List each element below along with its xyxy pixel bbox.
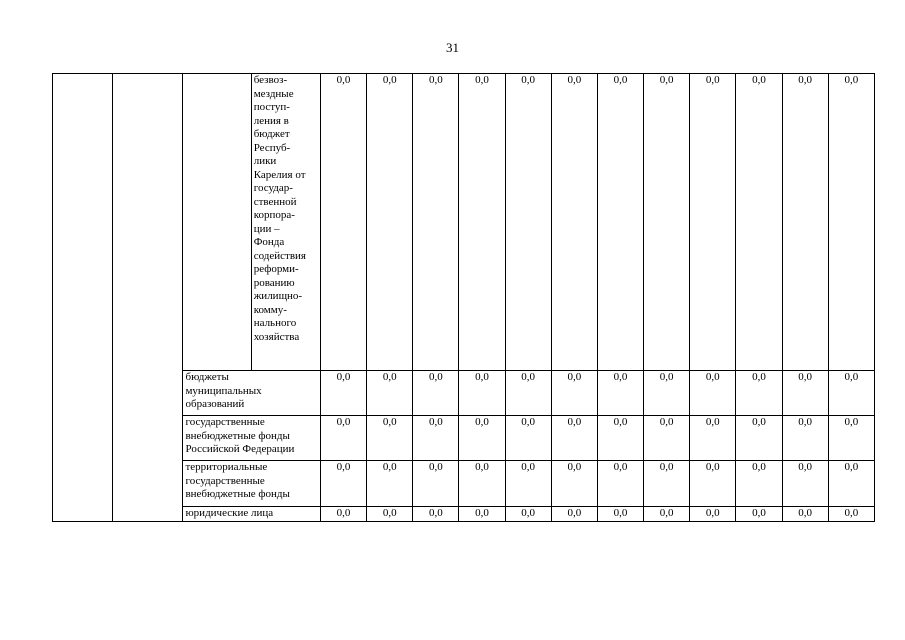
value-cell: 0,0	[551, 507, 597, 522]
value-cell: 0,0	[736, 507, 782, 522]
row-label: территориальные государственные внебюджетные фонды	[183, 461, 320, 507]
value-cell: 0,0	[413, 74, 459, 371]
blank-cell	[113, 74, 183, 522]
value-cell: 0,0	[644, 416, 690, 461]
value-cell: 0,0	[367, 416, 413, 461]
value-cell: 0,0	[459, 507, 505, 522]
value-cell: 0,0	[320, 507, 366, 522]
table-row	[53, 74, 875, 371]
value-cell: 0,0	[828, 416, 874, 461]
value-cell: 0,0	[413, 507, 459, 522]
value-cell: 0,0	[644, 507, 690, 522]
value-cell: 0,0	[320, 74, 366, 371]
value-cell: 0,0	[505, 371, 551, 416]
value-cell: 0,0	[597, 507, 643, 522]
value-cell: 0,0	[782, 507, 828, 522]
blank-cell	[53, 74, 113, 522]
value-cell: 0,0	[459, 461, 505, 507]
value-cell: 0,0	[736, 416, 782, 461]
value-cell: 0,0	[644, 371, 690, 416]
value-cell: 0,0	[505, 507, 551, 522]
row-label: безвоз- мездные поступ- ления в бюджет Респуб- лики Карелия от государ- ственной корпора- ции – Фонда содействия реформи- рованию жилищно- комму- нального хозяйства	[251, 74, 320, 371]
value-cell: 0,0	[413, 416, 459, 461]
value-cell: 0,0	[828, 371, 874, 416]
value-cell: 0,0	[459, 371, 505, 416]
value-cell: 0,0	[551, 74, 597, 371]
value-cell: 0,0	[459, 74, 505, 371]
value-cell: 0,0	[782, 74, 828, 371]
value-cell: 0,0	[367, 507, 413, 522]
value-cell: 0,0	[597, 74, 643, 371]
value-cell: 0,0	[690, 371, 736, 416]
value-cell: 0,0	[690, 507, 736, 522]
value-cell: 0,0	[320, 461, 366, 507]
funding-table	[52, 73, 875, 522]
value-cell: 0,0	[505, 461, 551, 507]
value-cell: 0,0	[782, 461, 828, 507]
value-cell: 0,0	[367, 461, 413, 507]
value-cell: 0,0	[597, 416, 643, 461]
value-cell: 0,0	[736, 74, 782, 371]
value-cell: 0,0	[320, 416, 366, 461]
value-cell: 0,0	[644, 461, 690, 507]
value-cell: 0,0	[782, 371, 828, 416]
value-cell: 0,0	[690, 461, 736, 507]
row-label: государственные внебюджетные фонды Российской Федерации	[183, 416, 320, 461]
blank-cell	[183, 74, 251, 371]
value-cell: 0,0	[690, 416, 736, 461]
value-cell: 0,0	[644, 74, 690, 371]
value-cell: 0,0	[828, 461, 874, 507]
value-cell: 0,0	[828, 507, 874, 522]
row-label: бюджеты муниципальных образований	[183, 371, 320, 416]
value-cell: 0,0	[459, 416, 505, 461]
value-cell: 0,0	[413, 461, 459, 507]
value-cell: 0,0	[597, 461, 643, 507]
value-cell: 0,0	[736, 461, 782, 507]
value-cell: 0,0	[597, 371, 643, 416]
value-cell: 0,0	[551, 371, 597, 416]
row-label: юридические лица	[183, 507, 320, 522]
value-cell: 0,0	[505, 416, 551, 461]
value-cell: 0,0	[828, 74, 874, 371]
value-cell: 0,0	[413, 371, 459, 416]
page-number: 31	[446, 40, 459, 55]
value-cell: 0,0	[551, 461, 597, 507]
value-cell: 0,0	[551, 416, 597, 461]
value-cell: 0,0	[367, 74, 413, 371]
value-cell: 0,0	[367, 371, 413, 416]
value-cell: 0,0	[320, 371, 366, 416]
value-cell: 0,0	[736, 371, 782, 416]
value-cell: 0,0	[505, 74, 551, 371]
value-cell: 0,0	[782, 416, 828, 461]
value-cell: 0,0	[690, 74, 736, 371]
